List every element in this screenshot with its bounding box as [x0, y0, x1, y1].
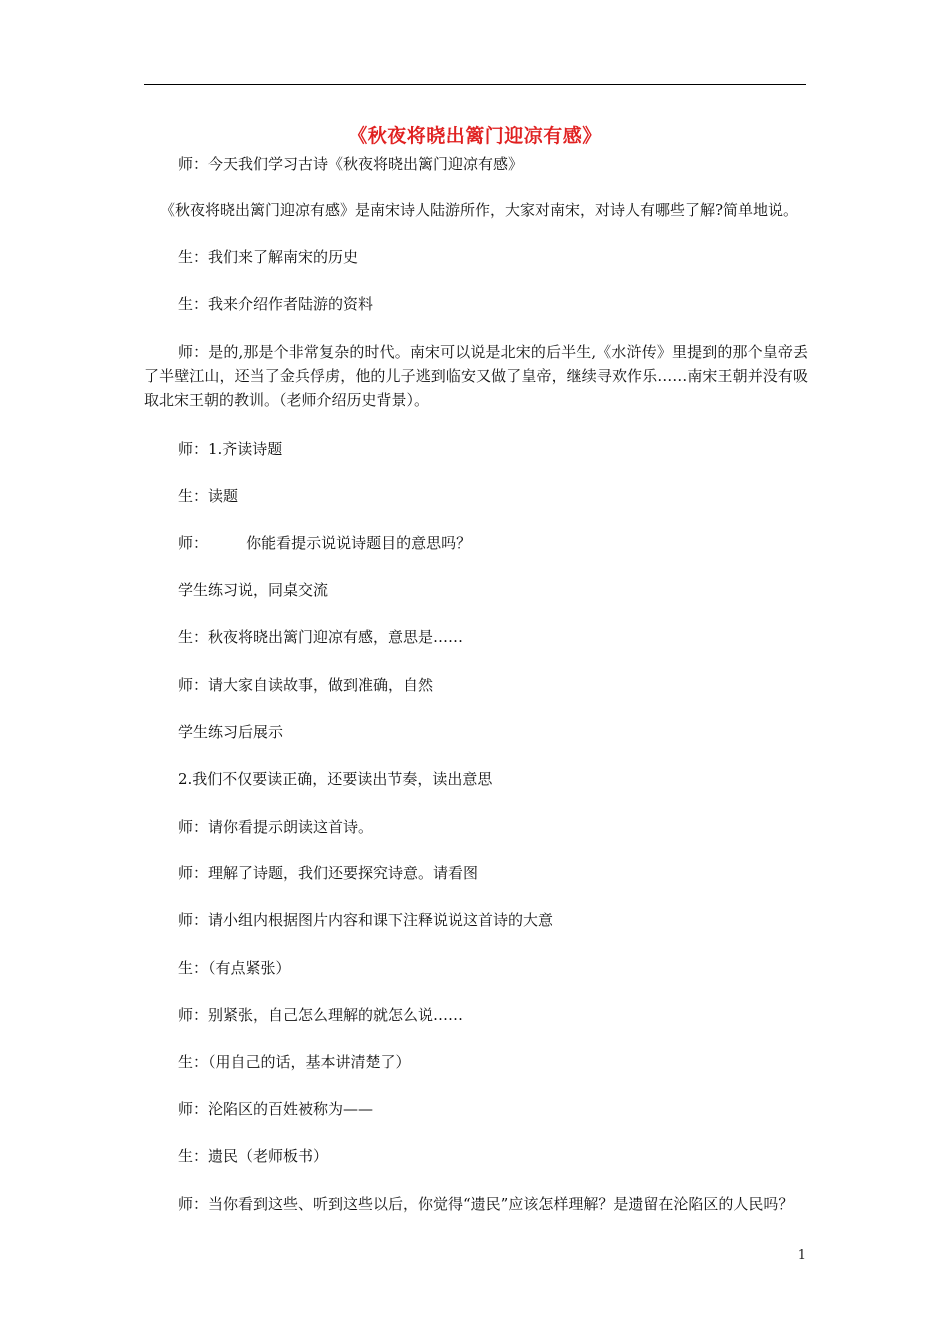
- paragraph: 师：今天我们学习古诗《秋夜将晓出篱门迎凉有感》: [178, 155, 524, 173]
- paragraph: 生：秋夜将晓出篱门迎凉有感，意思是……: [178, 628, 464, 646]
- paragraph: 生：遗民（老师板书）: [178, 1147, 329, 1165]
- paragraph: 师：请大家自读故事，做到准确，自然: [178, 676, 434, 694]
- paragraph: 生：读题: [178, 487, 239, 505]
- paragraph: 师： 你能看提示说说诗题目的意思吗？: [178, 534, 472, 552]
- paragraph: 2.我们不仅要读正确，还要读出节奏，读出意思: [178, 770, 493, 788]
- paragraph: 《秋夜将晓出篱门迎凉有感》是南宋诗人陆游所作，大家对南宋，对诗人有哪些了解?简单地说。: [160, 201, 799, 219]
- paragraph: 师：沦陷区的百姓被称为——: [178, 1100, 374, 1118]
- document-title: 《秋夜将晓出篱门迎凉有感》: [348, 125, 602, 147]
- paragraph: 师：请你看提示朗读这首诗。: [178, 818, 374, 836]
- page-number: 1: [797, 1248, 806, 1263]
- paragraph: 师：请小组内根据图片内容和课下注释说说这首诗的大意: [178, 911, 554, 929]
- header-rule: [144, 84, 806, 85]
- paragraph: 学生练习说，同桌交流: [178, 581, 329, 599]
- paragraph: 师：理解了诗题，我们还要探究诗意。请看图: [178, 864, 479, 882]
- paragraph: 学生练习后展示: [178, 723, 284, 741]
- paragraph: 生：我来介绍作者陆游的资料: [178, 295, 374, 313]
- paragraph: 师：是的,那是个非常复杂的时代。南宋可以说是北宋的后半生,《水浒传》里提到的那个皇帝丢了半壁江山，还当了金兵俘虏，他的儿子逃到临安又做了皇帝，继续寻欢作乐……南宋王朝并没有吸取北宋王朝的教训。（老师介绍历史背景）。: [144, 343, 808, 409]
- paragraph: 师：1.齐读诗题: [178, 440, 283, 458]
- paragraph: 生：（有点紧张）: [178, 959, 291, 977]
- paragraph: 生：我们来了解南宋的历史: [178, 248, 359, 266]
- paragraph: 生：（用自己的话，基本讲清楚了）: [178, 1053, 411, 1071]
- paragraph: 师：当你看到这些、听到这些以后，你觉得“遗民”应该怎样理解？是遗留在沦陷区的人民吗？: [178, 1195, 794, 1213]
- paragraph: 师：别紧张，自己怎么理解的就怎么说……: [178, 1006, 464, 1024]
